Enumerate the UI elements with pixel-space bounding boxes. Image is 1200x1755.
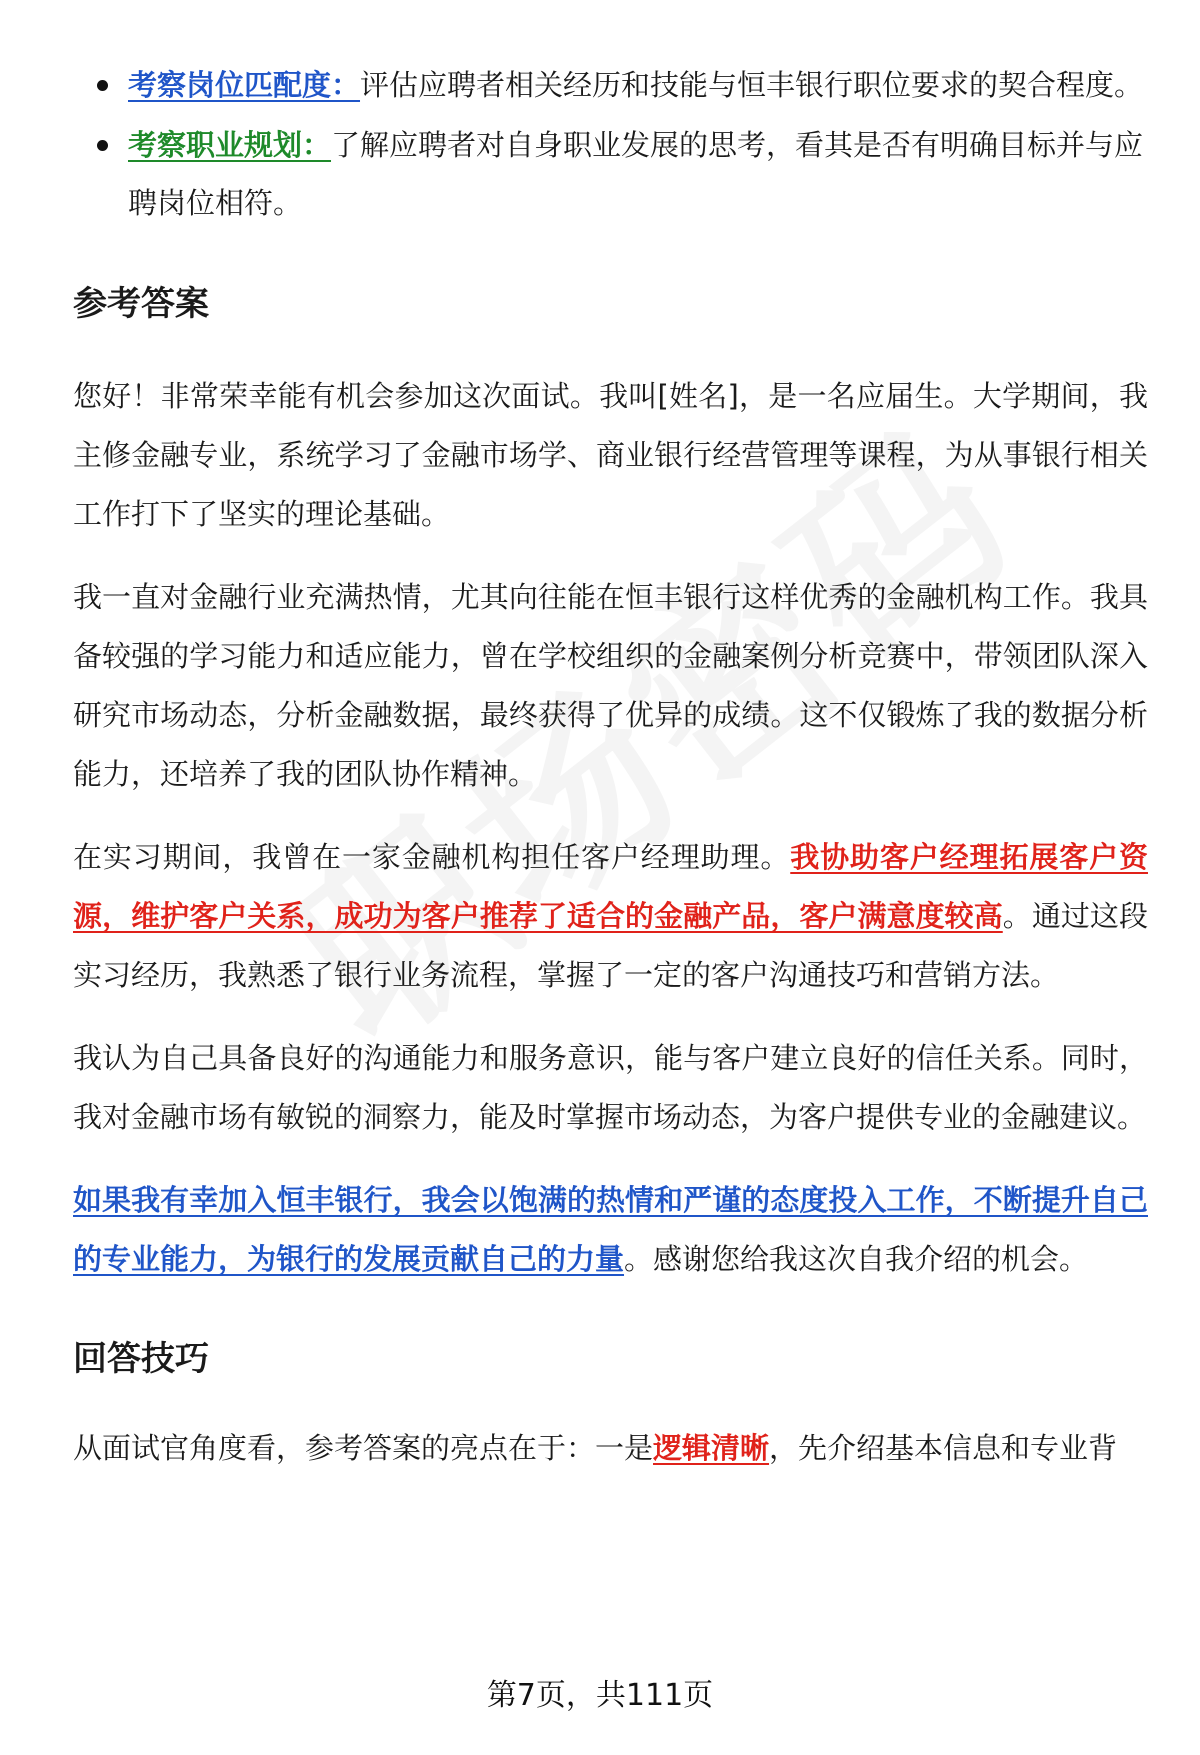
answer-paragraph-2: 我一直对金融行业充满热情，尤其向往能在恒丰银行这样优秀的金融机构工作。我具备较强的学习能力和适应能力，曾在学校组织的金融案例分析竞赛中，带领团队深入研究市场动态，分析金融数据，最终获得了优异的成绩。这不仅锻炼了我的数据分析能力，还培养了我的团队协作精神。 (73, 580, 1148, 791)
evaluation-points-list (73, 56, 1148, 232)
highlight-text: 逻辑清晰 (653, 1431, 770, 1465)
tips-paragraph-1 (73, 1419, 1148, 1478)
paragraph-text: ，先介绍基本信息和专业背 (769, 1431, 1118, 1465)
bullet-dot-icon (97, 140, 108, 151)
page-content (73, 56, 1148, 1478)
bullet-text: 评估应聘者相关经历和技能与恒丰银行职位要求的契合程度。 (360, 68, 1144, 102)
section-heading-tips: 回答技巧 (73, 1339, 209, 1379)
bullet-dot-icon (97, 80, 108, 91)
paragraph-text: 在实习期间，我曾在一家金融机构担任客户经理助理。 (73, 840, 791, 874)
bullet-label: 考察职业规划： (128, 128, 332, 162)
list-item (73, 116, 1148, 232)
list-item (73, 56, 1148, 114)
paragraph-text: 。感谢您给我这次自我介绍的机会。 (624, 1242, 1089, 1276)
bullet-label: 考察岗位匹配度： (128, 68, 361, 102)
highlight-text: 我协助客户经理拓展客户资源，维护客户关系，成功为客户推荐了适合的金融产品，客户满意度较高 (73, 840, 1148, 933)
answer-paragraph-4: 我认为自己具备良好的沟通能力和服务意识，能与客户建立良好的信任关系。同时，我对金融市场有敏锐的洞察力，能及时掌握市场动态，为客户提供专业的金融建议。 (73, 1041, 1148, 1134)
paragraph-text: 从面试官角度看，参考答案的亮点在于：一是 (73, 1431, 654, 1465)
page-number: 第7页，共111页 (486, 1678, 714, 1713)
answer-paragraph-3 (73, 828, 1148, 1005)
paragraph-text: 。通过这段实习经历，我熟悉了银行业务流程，掌握了一定的客户沟通技巧和营销方法。 (73, 899, 1148, 992)
highlight-text: 如果我有幸加入恒丰银行，我会以饱满的热情和严谨的态度投入工作，不断提升自己的专业能力，为银行的发展贡献自己的力量 (73, 1183, 1148, 1276)
section-heading-answer: 参考答案 (73, 284, 209, 324)
answer-paragraph-5 (73, 1171, 1148, 1289)
answer-paragraph-1: 您好！非常荣幸能有机会参加这次面试。我叫[姓名]，是一名应届生。大学期间，我主修金融专业，系统学习了金融市场学、商业银行经营管理等课程，为从事银行相关工作打下了坚实的理论基础。 (73, 379, 1148, 531)
bullet-text: 了解应聘者对自身职业发展的思考，看其是否有明确目标并与应聘岗位相符。 (128, 128, 1144, 220)
